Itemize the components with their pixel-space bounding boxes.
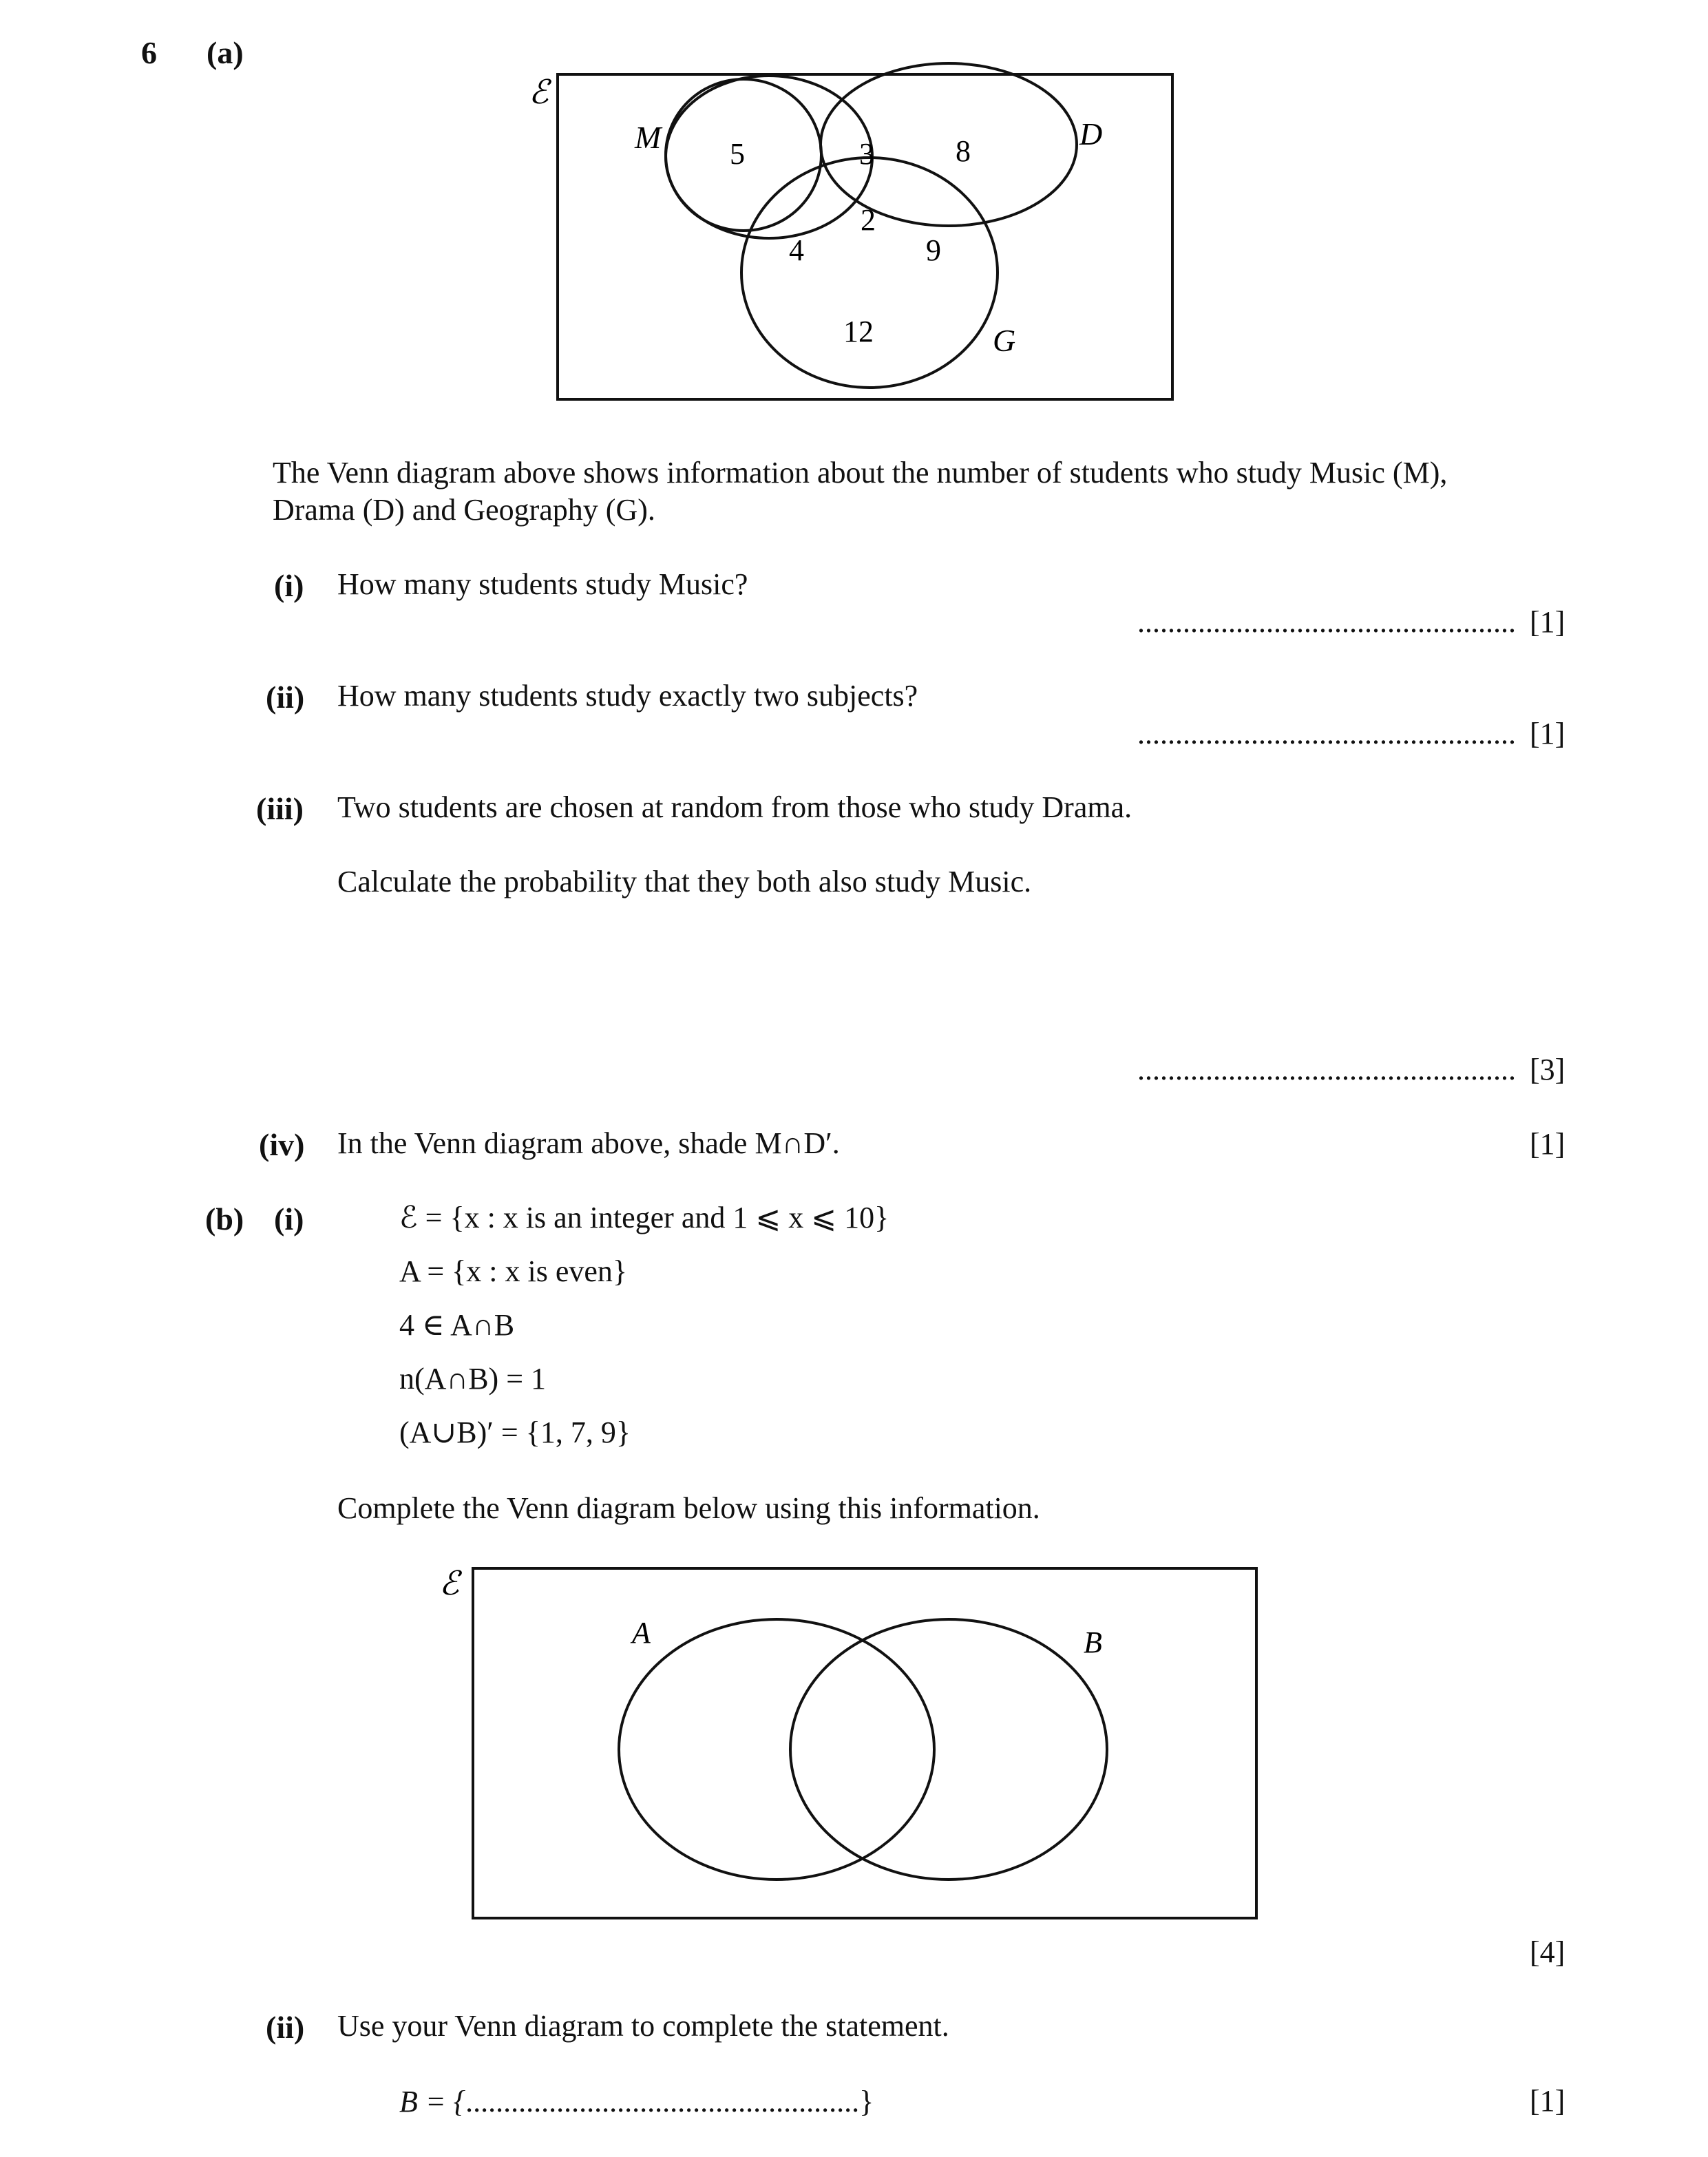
sub-ii-answer-line[interactable]: .................................................. — [1137, 717, 1516, 750]
sub-iii-marks: [3] — [1530, 1053, 1565, 1086]
region-g-only: 12 — [843, 315, 874, 348]
set-a-ellipse[interactable] — [619, 1619, 934, 1880]
set-def-a: A = {x : x is even} — [399, 1254, 628, 1288]
set-def-complement: (A∪B)′ = {1, 7, 9} — [399, 1416, 631, 1449]
set-def-count: n(A∩B) = 1 — [399, 1362, 547, 1396]
universal-rectangle-b — [473, 1568, 1256, 1918]
region-d-only: 8 — [956, 134, 971, 168]
sub-iv-text: In the Venn diagram above, shade M∩D′. — [337, 1126, 840, 1160]
intro-line-1: The Venn diagram above shows information about the number of students who study Music (M), — [273, 456, 1448, 490]
part-b-label: (b) — [205, 1201, 244, 1237]
intro-line-2: Drama (D) and Geography (G). — [273, 493, 655, 527]
sub-iii-text-1: Two students are chosen at random from those who study Drama. — [337, 790, 1132, 824]
statement-suffix: } — [859, 2085, 874, 2118]
part-b-i-marks: [4] — [1530, 1935, 1565, 1969]
statement-b — [399, 2083, 874, 2121]
sub-iv-marks: [1] — [1530, 1127, 1565, 1161]
region-m-g: 4 — [789, 233, 804, 267]
sub-ii-label: (ii) — [266, 680, 305, 715]
sub-iii-label: (iii) — [256, 791, 304, 826]
statement-answer-line[interactable]: .................................................... — [465, 2085, 860, 2118]
statement-prefix: B = { — [399, 2085, 466, 2118]
region-d-g: 9 — [926, 233, 941, 267]
venn-diagram-b[interactable] — [0, 1549, 1708, 1935]
part-a-label: (a) — [207, 35, 244, 70]
set-def-universal: ℰ = {x : x is an integer and 1 ⩽ x ⩽ 10} — [399, 1201, 889, 1234]
sub-iii-text-2: Calculate the probability that they both also study Music. — [337, 865, 1032, 898]
part-b-ii-label: (ii) — [266, 2010, 305, 2045]
part-b-ii-text: Use your Venn diagram to complete the statement. — [337, 2009, 949, 2043]
sub-i-label: (i) — [274, 568, 304, 603]
sub-i-answer-line[interactable]: .................................................. — [1137, 605, 1516, 639]
set-b-ellipse[interactable] — [790, 1619, 1107, 1880]
set-def-membership: 4 ∈ A∩B — [399, 1308, 515, 1342]
set-b-label: B — [1084, 1625, 1102, 1659]
region-m-d-g: 2 — [861, 203, 876, 237]
universal-set-symbol-b: ℰ — [439, 1566, 460, 1602]
sub-iii-answer-line[interactable]: .................................................. — [1137, 1053, 1516, 1086]
set-d-label: D — [1079, 116, 1103, 151]
region-m-only: 5 — [730, 137, 745, 171]
venn-diagram-a — [0, 0, 1708, 427]
part-b-ii-marks: [1] — [1530, 2084, 1565, 2118]
set-g-ellipse — [741, 158, 998, 388]
part-b-i-label: (i) — [274, 1201, 304, 1237]
region-m-d: 3 — [859, 137, 874, 171]
part-b-i-instruction: Complete the Venn diagram below using this information. — [337, 1491, 1040, 1525]
set-a-label: A — [632, 1616, 651, 1650]
sub-iv-label: (iv) — [259, 1127, 305, 1162]
sub-i-marks: [1] — [1530, 605, 1565, 639]
sub-ii-marks: [1] — [1530, 717, 1565, 750]
universal-set-symbol: ℰ — [529, 74, 549, 111]
question-number: 6 — [141, 35, 157, 70]
set-g-label: G — [993, 323, 1016, 358]
set-m-label: M — [635, 120, 662, 155]
sub-i-text: How many students study Music? — [337, 567, 748, 601]
sub-ii-text: How many students study exactly two subjects? — [337, 679, 918, 713]
